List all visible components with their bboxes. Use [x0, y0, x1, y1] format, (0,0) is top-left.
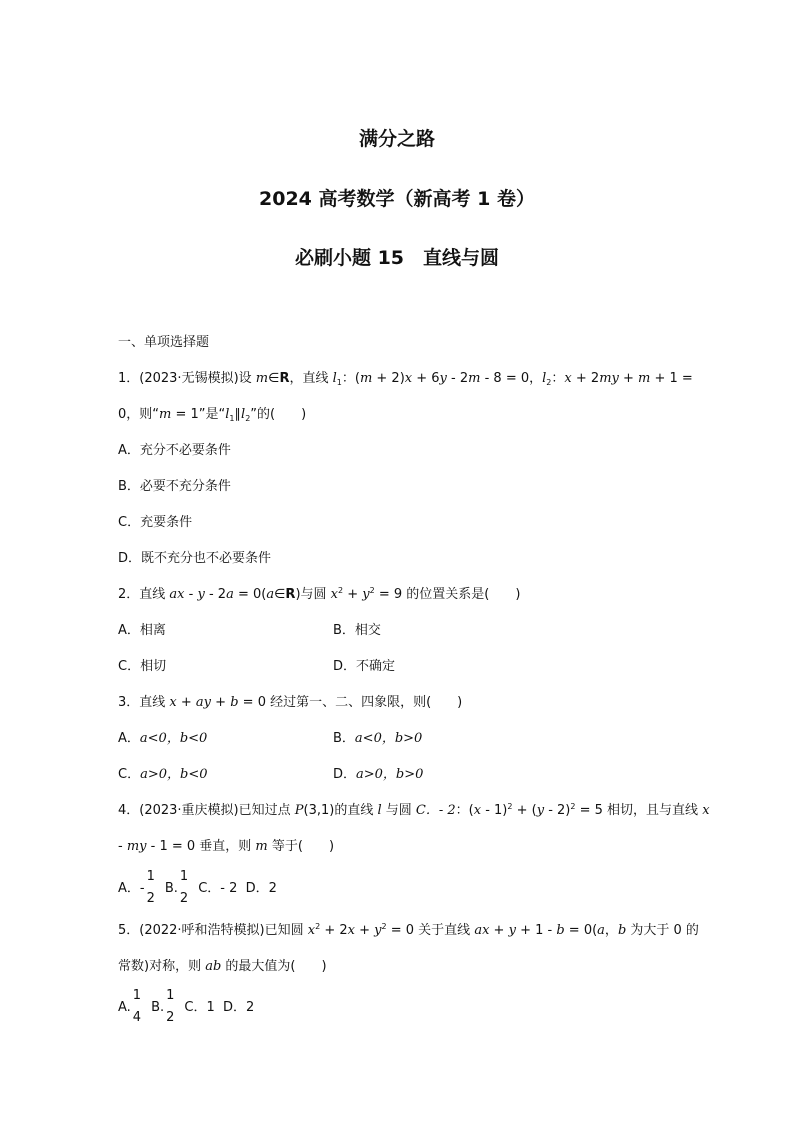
question-1-option-c: C．充要条件	[118, 515, 193, 530]
section-heading: 一、单项选择题	[118, 335, 210, 350]
question-4-line-1: 4．(2023·重庆模拟)已知过点 P(3,1)的直线 l 与圆 C．- 2：(x - 1)$^2$ + (y - 2)$^2$ = 5 相切，且与直线 x	[118, 802, 710, 818]
question-1-line-1: 1．(2023·无锡模拟)设 m∈R，直线 $l_1$：(m + 2)x + 6y - 2m - 8 = 0，$l_2$：x + 2my + m + 1 =	[118, 371, 693, 387]
exam-subtitle: 2024 高考数学（新高考 1 卷）	[259, 188, 535, 210]
question-2-option-d: D．不确定	[333, 659, 396, 674]
question-5-options: A. 1 4 B. 1 2 C．1 D．2	[118, 988, 255, 1025]
fraction-one-half: 1 2	[166, 988, 175, 1025]
question-2-option-b: B．相交	[333, 623, 381, 638]
brand-title: 满分之路	[358, 128, 435, 150]
question-3-option-d: D．a>0，b>0	[333, 767, 424, 782]
question-3-option-c: C．a>0，b<0	[118, 767, 208, 782]
question-3-option-a: A．a<0，b<0	[118, 731, 208, 746]
question-2-option-c: C．相切	[118, 659, 167, 674]
question-1-option-a: A．充分不必要条件	[118, 443, 231, 458]
fraction-one-half: 1 2	[179, 869, 189, 906]
question-3-stem: 3．直线 x + ay + b = 0 经过第一、二、四象限，则( )	[118, 695, 463, 710]
question-3-option-b: B．a<0，b>0	[333, 731, 423, 746]
topic-title: 必刷小题 15 直线与圆	[294, 247, 500, 269]
question-5-line-2: 常数)对称，则 ab 的最大值为( )	[118, 959, 327, 974]
question-4-options: A．- 1 2 B. 1 2 C．- 2 D．2	[118, 869, 277, 906]
fraction-one-half: 1 2	[146, 869, 155, 906]
fraction-one-quarter: 1 4	[132, 988, 142, 1025]
question-5-line-1: 5．(2022·呼和浩特模拟)已知圆 $x^2 + 2x + y^2 = 0$ 关于直线 ax + y + 1 - b = 0(a，b 为大于 0 的	[118, 922, 699, 938]
question-4-line-2: - my - 1 = 0 垂直，则 m 等于( )	[118, 839, 335, 854]
question-2-stem: 2．直线 ax - y - 2a = 0(a∈R)与圆 $x^2 + y^2 = 9$ 的位置关系是( )	[118, 586, 521, 602]
question-1-line-2: 0，则“m = 1”是“$l_1\parallel l_2$”的( )	[118, 407, 307, 423]
question-1-option-b: B．必要不充分条件	[118, 479, 231, 494]
question-1-option-d: D．既不充分也不必要条件	[118, 551, 272, 566]
question-2-option-a: A．相离	[118, 623, 166, 638]
